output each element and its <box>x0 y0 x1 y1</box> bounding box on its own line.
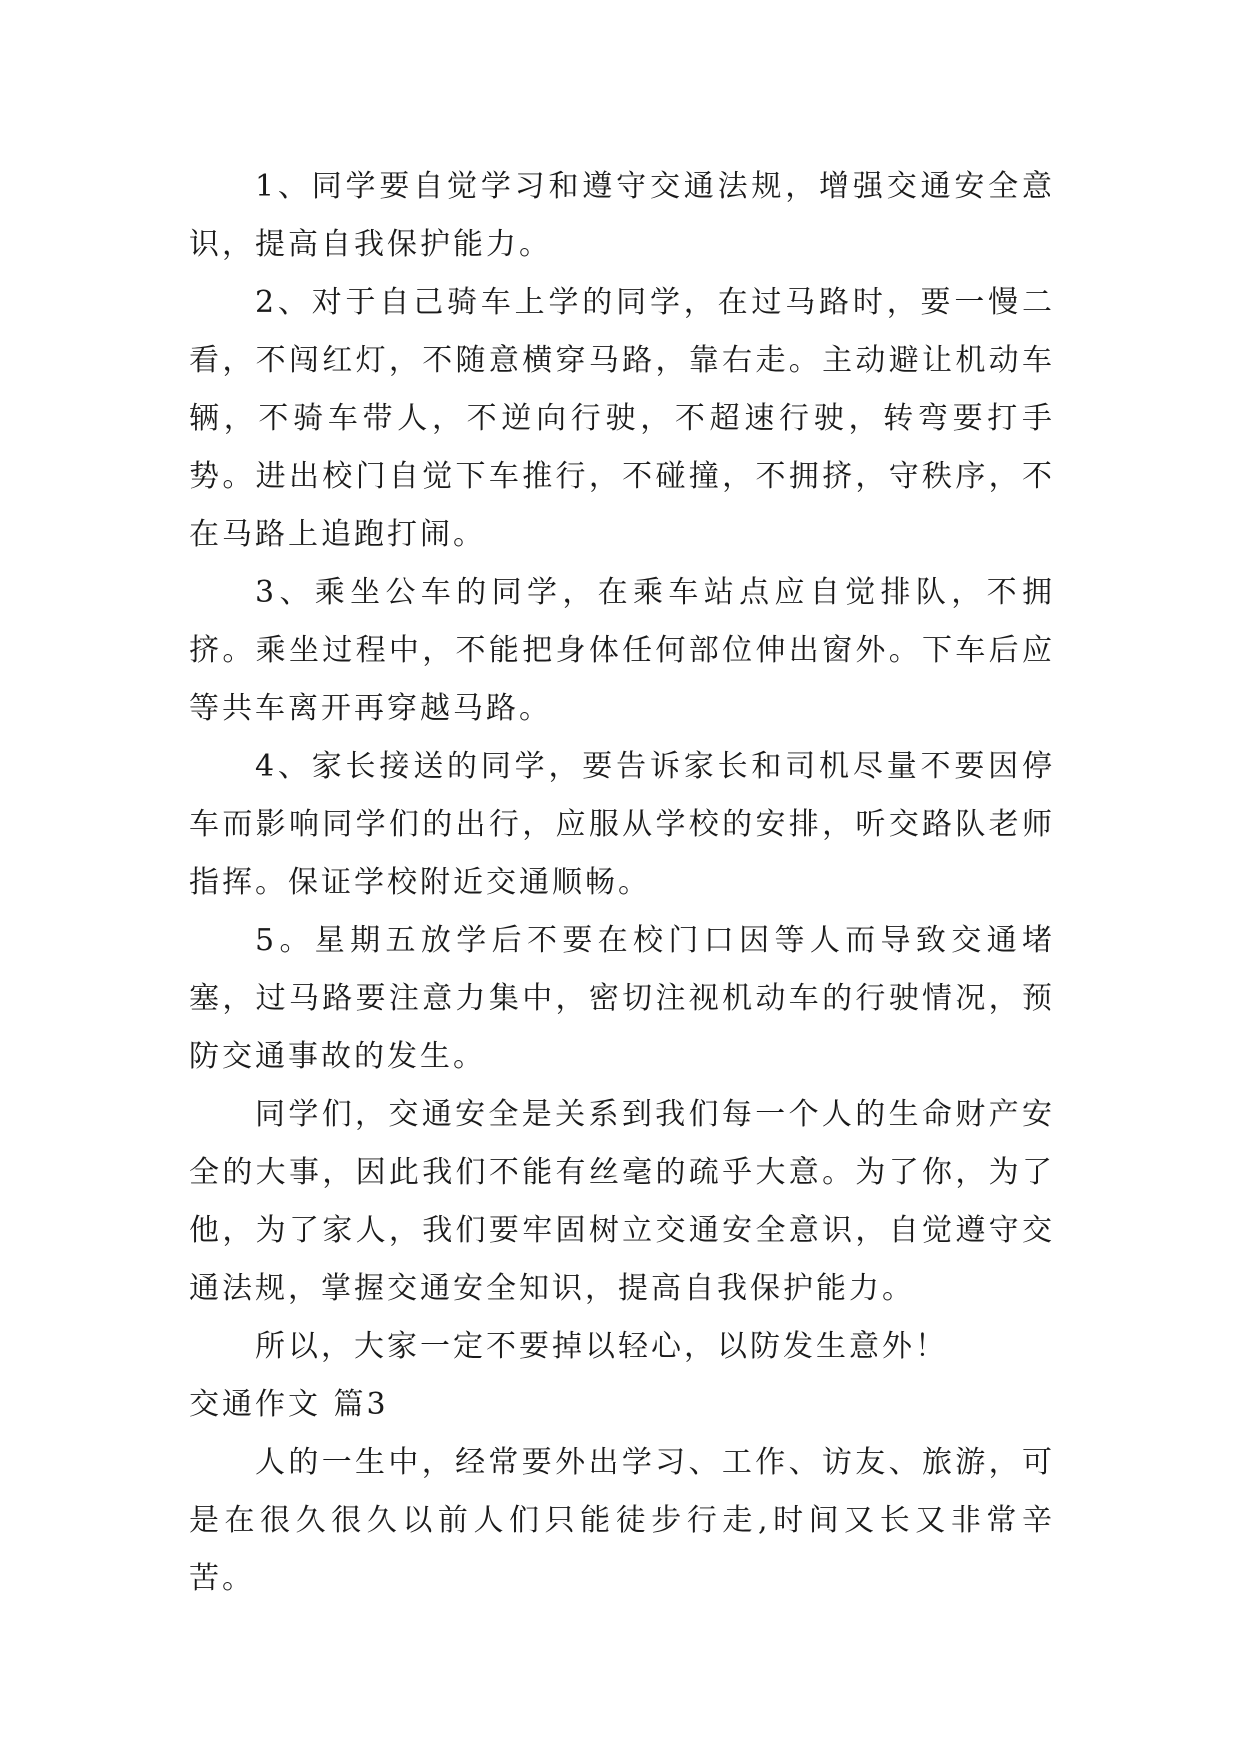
paragraph-3: 3、乘坐公车的同学，在乘车站点应自觉排队，不拥挤。乘坐过程中，不能把身体任何部位伸出窗外。下车后应等共车离开再穿越马路。 <box>189 575 1055 726</box>
paragraph-2: 2、对于自己骑车上学的同学，在过马路时，要一慢二看，不闯红灯，不随意横穿马路，靠右走。主动避让机动车辆，不骑车带人，不逆向行驶，不超速行驶，转弯要打手势。进出校门自觉下车推行，不碰撞，不拥挤，守秩序，不在马路上追跑打闹。 <box>189 285 1055 552</box>
paragraph-4: 4、家长接送的同学，要告诉家长和司机尽量不要因停车而影响同学们的出行，应服从学校的安排，听交路队老师指挥。保证学校附近交通顺畅。 <box>189 749 1055 900</box>
paragraph-6: 同学们，交通安全是关系到我们每一个人的生命财产安全的大事，因此我们不能有丝毫的疏乎大意。为了你，为了他，为了家人，我们要牢固树立交通安全意识，自觉遵守交通法规，掌握交通安全知识，提高自我保护能力。 <box>189 1097 1055 1306</box>
paragraph-1: 1、同学要自觉学习和遵守交通法规，增强交通安全意识，提高自我保护能力。 <box>189 169 1055 262</box>
section-heading: 交通作文 篇3 <box>189 1387 389 1422</box>
closing-paragraph: 人的一生中，经常要外出学习、工作、访友、旅游，可是在很久很久以前人们只能徒步行走,时间又长又非常辛苦。 <box>189 1445 1055 1596</box>
document-body <box>189 158 1055 1608</box>
paragraph-7: 所以，大家一定不要掉以轻心，以防发生意外！ <box>255 1329 948 1364</box>
paragraph-5: 5。星期五放学后不要在校门口因等人而导致交通堵塞，过马路要注意力集中，密切注视机动车的行驶情况，预防交通事故的发生。 <box>189 923 1055 1074</box>
